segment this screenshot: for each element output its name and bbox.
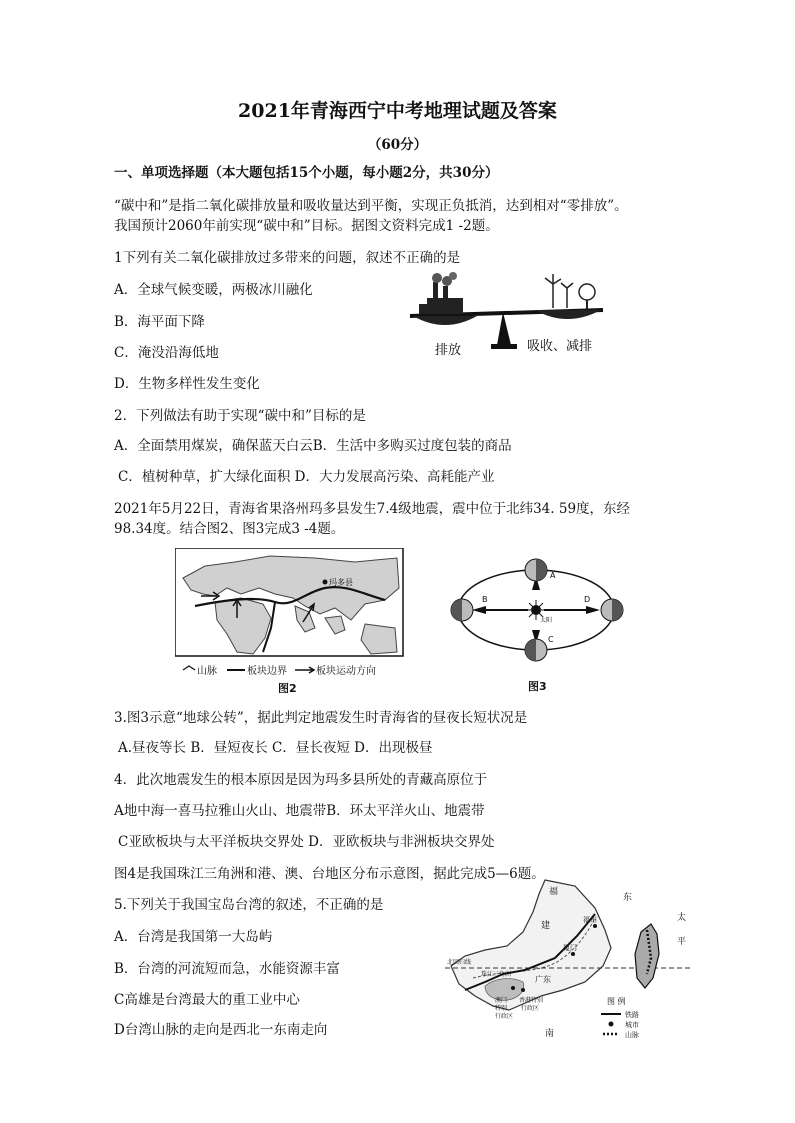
mountain-legend-icon bbox=[183, 666, 195, 670]
arrow-legend-icon bbox=[295, 667, 314, 673]
figure-3-caption: 图3 bbox=[528, 680, 547, 693]
label-macao-region: 行政区 bbox=[495, 1013, 514, 1020]
intro-1-line-2: 我国预计2060年前实现“碳中和”目标。据图文资料完成1 -2题。 bbox=[114, 218, 499, 234]
legend-railway: 铁路 bbox=[625, 1011, 639, 1019]
question-3-options: A.昼夜等长 B．昼短夜长 C．昼长夜短 D．出现极昼 bbox=[118, 740, 433, 756]
factory-icon bbox=[419, 272, 463, 314]
city-legend-icon bbox=[609, 1022, 614, 1027]
earth-icon-right bbox=[601, 599, 623, 621]
point-a: A bbox=[550, 571, 556, 580]
question-5-option-d: D台湾山脉的走向是西北一东南走向 bbox=[114, 1022, 328, 1038]
question-2-options-ab: A．全面禁用煤炭，确保蓝天白云B．生活中多购买过度包装的商品 bbox=[114, 438, 512, 454]
point-b: B bbox=[482, 595, 488, 604]
label-fu: 福 bbox=[549, 887, 559, 897]
question-4-stem: 4．此次地震发生的根本原因是因为玛多县所处的青藏高原位于 bbox=[114, 772, 488, 788]
question-4-options-ab: A地中海一喜马拉雅山火山、地震带B．环太平洋火山、地震带 bbox=[114, 803, 485, 819]
sun-label: 太阳 bbox=[540, 617, 553, 624]
label-macao-special: 特别 bbox=[495, 1005, 508, 1012]
intro-2-line-1: 2021年5月22日，青海省果洛州玛多县发生7.4级地震，震中位于北纬34. 59度，东经 bbox=[114, 501, 631, 517]
question-5-option-a: A．台湾是我国第一大岛屿 bbox=[114, 929, 273, 945]
tree-icon bbox=[579, 284, 595, 309]
label-ping: 平 bbox=[677, 937, 687, 947]
label-xiamen: 厦门 bbox=[563, 944, 577, 952]
plate-map-figure-2 bbox=[175, 548, 405, 693]
point-c: C bbox=[548, 635, 554, 644]
legend-plate-boundary: 板块边界 bbox=[247, 666, 287, 677]
label-hong-kong-region: 行政区 bbox=[521, 1005, 540, 1012]
label-dong: 东 bbox=[623, 893, 633, 903]
earth-icon-top bbox=[525, 559, 547, 581]
emission-label: 排放 bbox=[435, 343, 462, 358]
question-2-stem: 2．下列做法有助于实现“碳中和”目标的是 bbox=[114, 408, 366, 424]
label-fuzhou: 福州 bbox=[583, 916, 597, 924]
question-1-stem: 1下列有关二氧化碳排放过多带来的问题，叙述不正确的是 bbox=[114, 250, 461, 266]
question-5-option-b: B．台湾的河流短而急，水能资源丰富 bbox=[114, 961, 340, 977]
label-tropic-of-cancer: 北回归线 bbox=[447, 959, 472, 966]
question-1-option-d: D．生物多样性发生变化 bbox=[114, 376, 260, 392]
legend-mountain: 山脉 bbox=[197, 666, 217, 677]
earth-revolution-figure-3 bbox=[448, 556, 628, 696]
question-2-options-cd: C．植树种草，扩大绿化面积 D．大力发展高污染、高耗能产业 bbox=[118, 469, 495, 485]
label-guangdong: 广东 bbox=[535, 975, 551, 984]
section-heading: 一、单项选择题（本大题包括15个小题，每小题2分，共30分） bbox=[114, 165, 499, 181]
legend-title: 图 例 bbox=[607, 997, 626, 1006]
legend-city: 城市 bbox=[625, 1021, 639, 1029]
earth-icon-bottom bbox=[525, 639, 547, 661]
question-3-stem: 3.图3示意“地球公转”，据此判定地震发生时青海省的昼夜长短状况是 bbox=[114, 710, 528, 726]
question-4-options-cd: C亚欧板块与太平洋板块交界处 D．亚欧板块与非洲板块交界处 bbox=[118, 834, 495, 850]
legend-mountain-range: 山脉 bbox=[625, 1031, 639, 1039]
intro-3: 图4是我国珠江三角洲和港、澳、台地区分布示意图，据此完成5—6题。 bbox=[114, 866, 545, 882]
label-nan: 南 bbox=[545, 1029, 555, 1039]
figure-2-caption: 图2 bbox=[278, 682, 297, 693]
question-1-option-b: B．海平面下降 bbox=[114, 314, 205, 330]
label-tai: 太 bbox=[677, 913, 687, 923]
question-1-option-a: A．全球气候变暖，两极冰川融化 bbox=[114, 282, 313, 298]
epicenter-label: 玛多县 bbox=[329, 578, 353, 587]
label-jian: 建 bbox=[541, 921, 551, 931]
point-d: D bbox=[584, 595, 591, 604]
earth-icon-left bbox=[451, 599, 473, 621]
legend-plate-motion: 板块运动方向 bbox=[316, 666, 376, 677]
wind-turbine-icon bbox=[545, 274, 573, 308]
question-1-option-c: C．淹没沿海低地 bbox=[114, 345, 219, 361]
pearl-river-delta-map-figure-4 bbox=[445, 878, 695, 1043]
question-5-option-c: C高雄是台湾最大的重工业中心 bbox=[114, 992, 300, 1008]
absorption-label: 吸收、减排 bbox=[527, 339, 593, 354]
page-title: 2021年青海西宁中考地理试题及答案 bbox=[238, 100, 557, 122]
label-pearl-river-delta: 珠江三角洲 bbox=[481, 971, 512, 978]
total-score: （60分） bbox=[367, 137, 428, 153]
intro-2-line-2: 98.34度。结合图2、图3完成3 -4题。 bbox=[114, 521, 345, 537]
label-hong-kong: 香港特别 bbox=[519, 997, 544, 1004]
question-5-stem: 5.下列关于我国宝岛台湾的叙述，不正确的是 bbox=[114, 897, 384, 913]
intro-1-line-1: “碳中和”是指二氧化碳排放量和吸收量达到平衡，实现正负抵消，达到相对“零排放”。 bbox=[114, 198, 628, 214]
label-macao: 澳门 bbox=[495, 997, 508, 1004]
carbon-balance-figure bbox=[405, 270, 610, 360]
